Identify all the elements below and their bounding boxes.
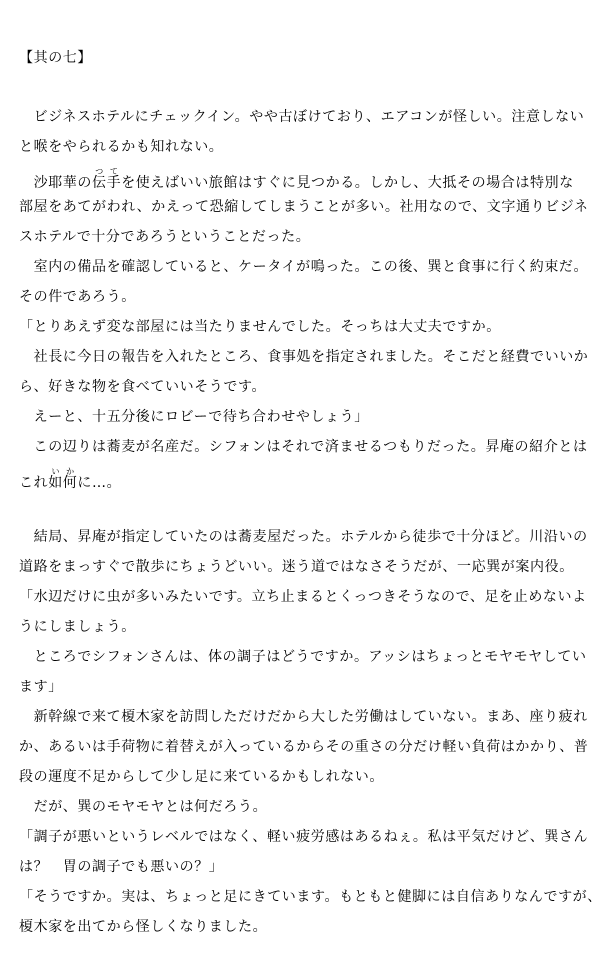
text-line: 「とりあえず変な部屋には当たりませんでした。そっちは大丈夫ですか。 — [19, 319, 501, 335]
text-line: 「そうですか。実は、ちょっと足にきています。もともと健脚には自信ありなんですが、 — [19, 889, 602, 905]
text-line: 「調子が悪いというレベルではなく、軽い疲労感はあるねぇ。私は平気だけど、巽さん — [19, 829, 589, 845]
text-line: その件であろう。 — [19, 289, 136, 305]
ruby-reading: つて — [92, 167, 122, 176]
text-line: ます」 — [19, 679, 63, 695]
text-line: 社長に今日の報告を入れたところ、食事処を指定されました。そこだと経費でいいか — [19, 349, 589, 365]
text-line: 室内の備品を確認していると、ケータイが鳴った。この後、巽と食事に行く約束だ。 — [19, 259, 589, 275]
text-line: ビジネスホテルにチェックイン。やや古ぼけており、エアコンが怪しい。注意しない — [19, 109, 585, 125]
ruby-line-text: 沙耶華の伝手つてを使えばいい旅館はすぐに見つかる。しかし、大抵その場合は特別な — [19, 167, 574, 191]
text-line: えーと、十五分後にロビーで待ち合わせやしょう」 — [19, 409, 369, 425]
text-line: うにしましょう。 — [19, 619, 136, 635]
text-line: 道路をまっすぐで散歩にちょうどいい。迷う道ではなさそうだが、一応巽が案内役。 — [19, 559, 574, 575]
text-line: この辺りは蕎麦が名産だ。シフォンはそれで済ませるつもりだった。昇庵の紹介とは — [19, 439, 588, 455]
text-line: 結局、昇庵が指定していたのは蕎麦屋だった。ホテルから徒歩で十分ほど。川沿いの — [19, 529, 588, 545]
text-line: 「水辺だけに虫が多いみたいです。立ち止まるとくっつきそうなので、足を止めないよ — [19, 589, 587, 605]
text-line: ところでシフォンさんは、体の調子はどうですか。アッシはちょっとモヤモヤしてい — [19, 649, 587, 665]
ruby-reading: いか — [48, 467, 78, 476]
text-line: スホテルで十分であろうということだった。 — [19, 229, 311, 245]
ruby-annotation: 如何いか — [48, 467, 78, 491]
text-line: と喉をやられるかも知れない。 — [19, 139, 224, 155]
text-line: 榎木家を出てから怪しくなりました。 — [19, 919, 268, 935]
section-heading: 【其の七】 — [19, 50, 92, 66]
ruby-line-text: これ如何いかに…。 — [19, 467, 122, 491]
text-line: は？ 胃の調子でも悪いの？」 — [19, 859, 224, 875]
text-line: 新幹線で来て榎木家を訪問しただけだから大した労働はしていない。まあ、座り疲れ — [19, 709, 588, 725]
text-line: ら、好きな物を食べていいそうです。 — [19, 379, 267, 395]
ruby-annotation: 伝手つて — [92, 167, 122, 191]
text-line-with-ruby — [19, 167, 574, 191]
text-line-with-ruby — [19, 467, 122, 491]
text-line: か、あるいは手荷物に着替えが入っているからその重さの分だけ軽い負荷はかかり、普 — [19, 739, 589, 755]
text-line: 段の運度不足からして少し足に来ているかもしれない。 — [19, 769, 384, 785]
text-line: だが、巽のモヤモヤとは何だろう。 — [19, 799, 268, 815]
text-line: 部屋をあてがわれ、かえって恐縮してしまうことが多い。社用なので、文字通りビジネ — [19, 199, 589, 215]
